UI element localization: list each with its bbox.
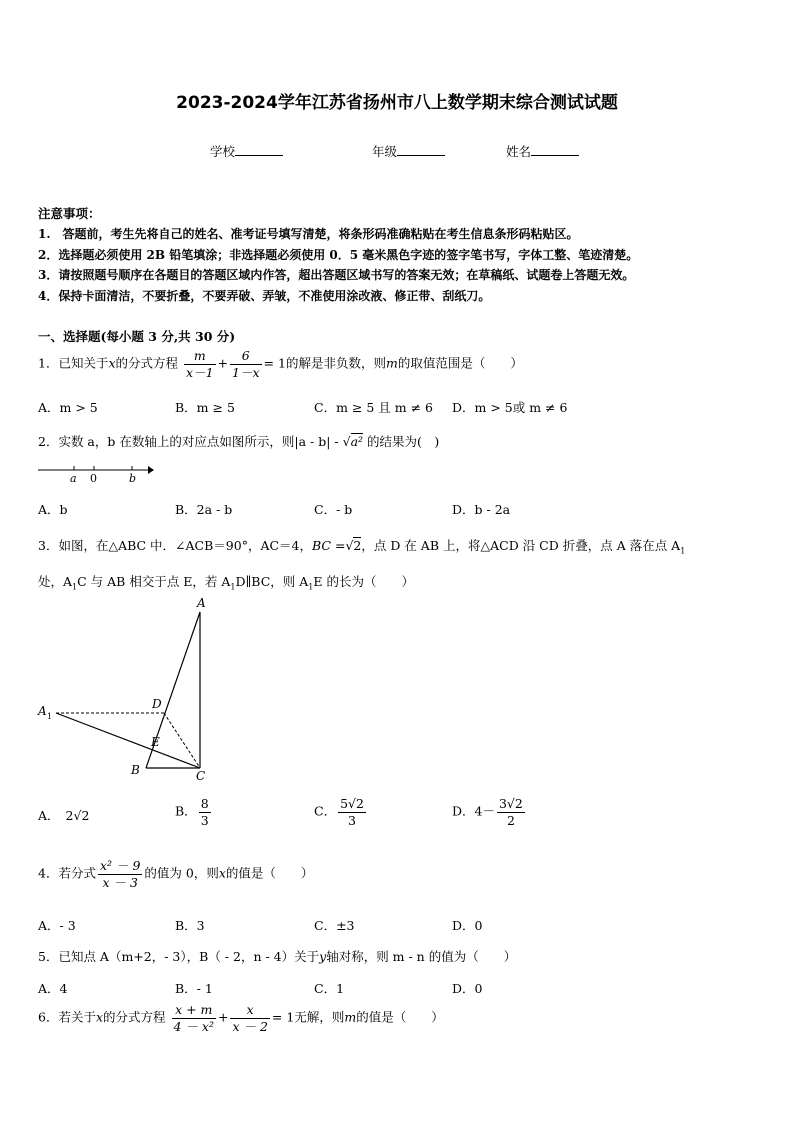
label-D: D — [152, 697, 162, 711]
q1-text: 的取值范围是（ ） — [397, 355, 523, 371]
q5-var: y — [319, 949, 327, 964]
q2-number-line — [36, 460, 156, 486]
q3-sub: 1 — [230, 582, 236, 592]
q1-option-a[interactable]: A．m > 5 — [38, 400, 98, 415]
label-A1-sub: 1 — [47, 712, 53, 721]
q6-text: 无解，则 — [294, 1009, 345, 1025]
segment-dc — [164, 713, 200, 768]
q4-var: x — [218, 865, 226, 881]
q1-text: 1．已知关于 — [38, 355, 109, 371]
option-label: D． — [452, 803, 475, 819]
school-field — [210, 142, 283, 160]
notes-heading: 注意事项： — [38, 206, 101, 221]
q5-option-c[interactable]: C．1 — [314, 981, 345, 996]
q6-var: m — [344, 1009, 357, 1025]
q4-option-d[interactable]: D．0 — [452, 918, 483, 933]
q6-fraction: $\frac{x + m}{\text{4 － x²}}$ — [173, 1002, 214, 1034]
q1-fraction: $\frac{6}{1-x}$ — [232, 348, 260, 380]
q2-text: 2．实数 a，b 在数轴上的对应点如图所示，则|a - b| - — [38, 434, 339, 449]
question-3-line2 — [38, 572, 414, 592]
grade-label: 年级 — [372, 144, 398, 159]
option-value: 2√2 — [65, 808, 90, 823]
q3-bc: BC = — [312, 538, 346, 553]
note-item: 4．保持卡面清洁，不要折叠，不要弄破、弄皱，不准使用涂改液、修正带、刮纸刀。 — [38, 289, 491, 303]
q6-text: 6．若关于 — [38, 1009, 96, 1025]
label-A1: A — [38, 704, 47, 718]
q1-var: x — [108, 355, 116, 371]
label-zero: 0 — [90, 472, 97, 485]
q6-plus: + — [217, 1009, 229, 1025]
q3-option-d[interactable] — [452, 796, 527, 828]
q3-sub: 1 — [72, 582, 78, 592]
q5-option-d[interactable]: D．0 — [452, 981, 483, 996]
question-5 — [38, 947, 516, 965]
arrow-icon — [148, 466, 154, 474]
q6-text: 的值是（ ） — [356, 1009, 444, 1025]
q1-fraction: $\frac{m}{x-1}$ — [186, 348, 214, 380]
label-A: A — [197, 596, 206, 610]
option-fraction: $\frac{8}{3}$ — [200, 796, 209, 828]
q1-var: m — [385, 355, 398, 371]
page-title: 2023-2024学年江苏省扬州市八上数学期末综合测试试题 — [176, 93, 618, 113]
school-label: 学校 — [210, 144, 236, 159]
grade-field — [372, 142, 445, 160]
option-label: A． — [38, 808, 60, 823]
q1-option-d[interactable]: D．m > 5或 m ≠ 6 — [452, 400, 568, 415]
label-C: C — [196, 769, 206, 783]
q5-text: 轴对称，则 m - n 的值为（ ） — [326, 949, 517, 964]
option-fraction: $\frac{3√2}{2}$ — [498, 796, 523, 828]
q2-sqrt: √a² — [342, 434, 364, 449]
q2-option-c[interactable]: C．- b — [314, 502, 353, 517]
q3-triangle-figure — [30, 592, 220, 784]
q3-option-b[interactable] — [175, 796, 213, 828]
q1-eq: = 1 — [263, 355, 286, 371]
segment-a1c — [56, 713, 200, 768]
q1-text: 的解是非负数，则 — [285, 355, 386, 371]
q5-option-b[interactable]: B．- 1 — [175, 981, 213, 996]
option-label: B． — [175, 803, 197, 819]
q4-option-a[interactable]: A．- 3 — [38, 918, 76, 933]
label-E: E — [151, 735, 160, 749]
note-item: 1. 答题前，考生先将自己的姓名、准考证号填写清楚，将条形码准确粘贴在考生信息条形码粘贴区。 — [38, 227, 579, 241]
q4-text: 的值是（ ） — [225, 865, 314, 881]
q6-var: x — [95, 1009, 104, 1025]
q3-text: 处，A — [38, 574, 73, 589]
name-label: 姓名 — [506, 144, 532, 159]
q3-option-a[interactable] — [38, 806, 89, 824]
option-label: C． — [314, 803, 337, 819]
note-item: 3．请按照题号顺序在各题目的答题区域内作答，超出答题区域书写的答案无效；在草稿纸、试题卷上答题无效。 — [38, 268, 635, 282]
note-item: 2．选择题必须使用 2B 铅笔填涂；非选择题必须使用 0．5 毫米黑色字迹的签字笔书写，字体工整、笔迹清楚。 — [38, 248, 639, 262]
q4-option-c[interactable]: C．±3 — [314, 918, 355, 933]
question-3-line1 — [38, 536, 685, 556]
name-blank — [531, 143, 579, 156]
q5-text: 5．已知点 A（m+2，- 3），B（ - 2，n - 4）关于 — [38, 949, 320, 964]
q4-fraction: $\frac{\text{x² － 9}}{x - 3}$ — [99, 858, 141, 890]
question-2 — [38, 432, 439, 450]
grade-blank — [397, 143, 445, 156]
school-blank — [235, 143, 283, 156]
q3-sub: 1 — [680, 546, 686, 556]
q1-text: 的分式方程 — [115, 355, 179, 371]
option-fraction: $\frac{5√2}{3}$ — [340, 796, 364, 828]
q4-text: 4．若分式 — [38, 865, 96, 881]
q2-option-d[interactable]: D．b - 2a — [452, 502, 511, 517]
name-field — [506, 142, 579, 160]
q2-text: 的结果为( ) — [367, 434, 440, 449]
q3-text: E 的长为（ ） — [313, 574, 414, 589]
q6-eq: = 1 — [271, 1009, 295, 1025]
question-4 — [38, 858, 313, 890]
q5-option-a[interactable]: A．4 — [38, 981, 68, 996]
q3-text: ，点 D 在 AB 上，将△ACD 沿 CD 折叠，点 A 落在点 A — [361, 538, 681, 553]
option-value: 4－ — [474, 803, 495, 819]
section-heading: 一、选择题(每小题 3 分,共 30 分) — [38, 329, 236, 344]
q2-option-b[interactable]: B．2a - b — [175, 502, 233, 517]
q4-option-b[interactable]: B．3 — [175, 918, 205, 933]
q3-text: C 与 AB 相交于点 E，若 A — [77, 574, 231, 589]
q3-option-c[interactable] — [314, 796, 368, 828]
label-a: a — [70, 472, 77, 485]
question-1 — [38, 348, 523, 380]
q1-plus: + — [217, 355, 229, 371]
q2-option-a[interactable]: A．b — [38, 502, 68, 517]
q4-text: 的值为 0，则 — [144, 865, 219, 881]
label-B: B — [131, 763, 140, 777]
q3-text: 3．如图，在△ABC 中．∠ACB＝90°，AC＝4， — [38, 538, 312, 553]
q6-fraction: $\frac{x}{x - 2}$ — [232, 1002, 268, 1034]
q3-text: D∥BC，则 A — [235, 574, 309, 589]
label-b: b — [129, 472, 137, 485]
q3-sub: 1 — [308, 582, 314, 592]
q6-text: 的分式方程 — [103, 1009, 166, 1025]
q1-option-c[interactable]: C．m ≥ 5 且 m ≠ 6 — [314, 400, 433, 415]
q3-sqrt: √2 — [345, 538, 362, 553]
question-6 — [38, 1002, 444, 1034]
q1-option-b[interactable]: B．m ≥ 5 — [175, 400, 235, 415]
